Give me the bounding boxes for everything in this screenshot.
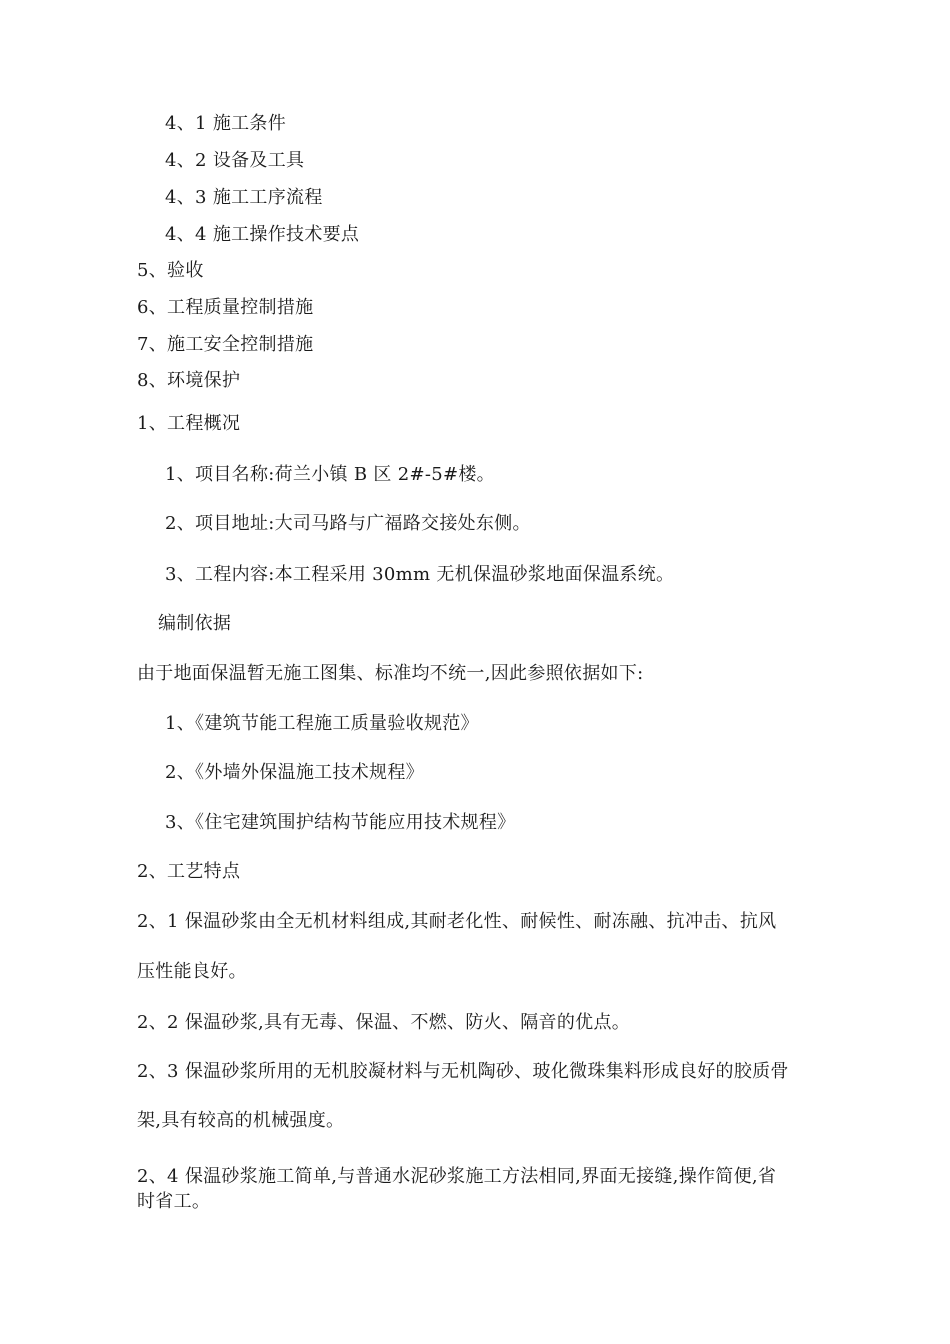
- feature-2-3-line-1: 2、3 保温砂浆所用的无机胶凝材料与无机陶砂、玻化微珠集料形成良好的胶质骨: [137, 1061, 789, 1082]
- toc-item-4-1: 4、1 施工条件: [165, 113, 287, 134]
- section-heading-overview: 1、工程概况: [137, 413, 241, 434]
- feature-2-4-line-1: 2、4 保温砂浆施工简单,与普通水泥砂浆施工方法相同,界面无接缝,操作简便,省: [137, 1166, 777, 1187]
- feature-2-3-line-2: 架,具有较高的机械强度。: [137, 1110, 345, 1131]
- toc-item-4-2: 4、2 设备及工具: [165, 150, 305, 171]
- project-content: 3、工程内容:本工程采用 30mm 无机保温砂浆地面保温系统。: [165, 564, 675, 585]
- toc-item-7: 7、施工安全控制措施: [137, 334, 314, 355]
- project-name: 1、项目名称:荷兰小镇 B 区 2#-5#楼。: [165, 464, 495, 485]
- basis-ref-2: 2、《外墙外保温施工技术规程》: [165, 762, 424, 783]
- basis-ref-3: 3、《住宅建筑围护结构节能应用技术规程》: [165, 812, 516, 833]
- project-address: 2、项目地址:大司马路与广福路交接处东侧。: [165, 513, 531, 534]
- basis-ref-1: 1、《建筑节能工程施工质量验收规范》: [165, 713, 479, 734]
- basis-intro: 由于地面保温暂无施工图集、标准均不统一,因此参照依据如下:: [137, 663, 644, 684]
- toc-item-4-4: 4、4 施工操作技术要点: [165, 224, 360, 245]
- feature-2-4-line-2: 时省工。: [137, 1191, 211, 1212]
- toc-item-5: 5、验收: [137, 260, 204, 281]
- feature-2-2: 2、2 保温砂浆,具有无毒、保温、不燃、防火、隔音的优点。: [137, 1012, 631, 1033]
- toc-item-6: 6、工程质量控制措施: [137, 297, 314, 318]
- feature-2-1-line-1: 2、1 保温砂浆由全无机材料组成,其耐老化性、耐候性、耐冻融、抗冲击、抗风: [137, 911, 777, 932]
- feature-2-1-line-2: 压性能良好。: [137, 961, 247, 982]
- toc-item-8: 8、环境保护: [137, 370, 241, 391]
- basis-heading: 编制依据: [158, 613, 232, 634]
- section-heading-features: 2、工艺特点: [137, 861, 241, 882]
- toc-item-4-3: 4、3 施工工序流程: [165, 187, 323, 208]
